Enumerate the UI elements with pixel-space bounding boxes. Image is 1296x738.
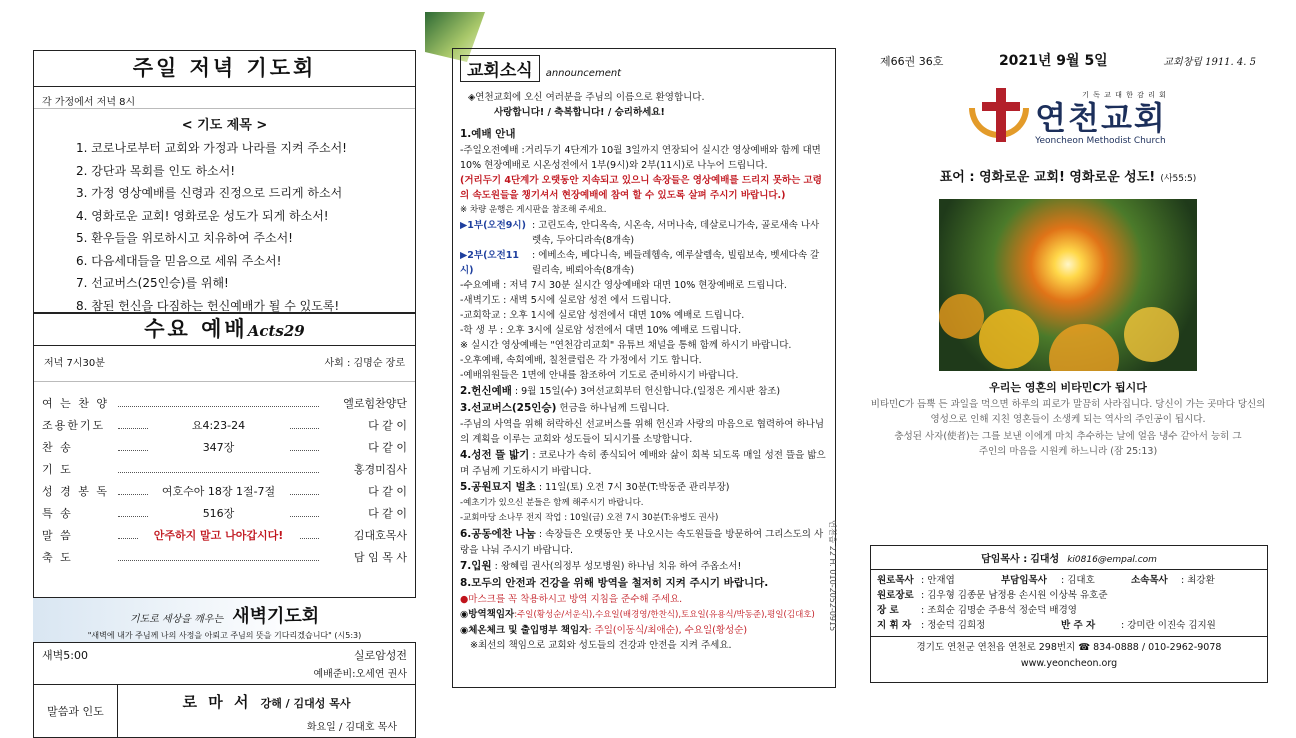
section-5c: -교회마당 소나무 전지 작업 : 10일(금) 오전 7시 30분(T:유병도 권사): [460, 513, 719, 523]
dawn-pre: 기도로 세상을 깨우는: [129, 614, 224, 625]
section-1j: -예배위원들은 1면에 안내를 참조하여 기도로 준비하시기 바랍니다.: [460, 370, 739, 381]
dawn-table: [33, 642, 416, 738]
cross-logo-icon: [969, 88, 1031, 148]
table-row: 특 송 516장 다 같 이: [42, 507, 407, 520]
church-name-en: Yeoncheon Methodist Church: [1035, 136, 1166, 146]
photo-caption: 우리는 영혼의 비타민C가 됩시다: [989, 381, 1147, 394]
issue-date: 2021년 9월 5일: [998, 53, 1108, 69]
senior-pastor: 김대성: [1030, 554, 1060, 565]
motto-ref: (사55:5): [1160, 174, 1197, 184]
section-4-text: : 코로나가 속히 종식되어 예배와 삶이 회복 되도록 매일 성전 뜰을 밟으며 주님께 기도하시기 바랍니다.: [460, 450, 826, 477]
table-row: 말 씀 안주하지 말고 나아갑시다! 김대호목사: [42, 529, 407, 542]
section-1g: -학 생 부 : 오후 3시에 실로암 성전에서 대면 10% 예배로 드립니다.: [460, 325, 742, 336]
section-8c-text: : 주일(이동식/최애순), 수요일(황성순): [588, 625, 748, 636]
dawn-prayer-box: [33, 598, 416, 738]
list-item: 6. 다음세대들을 믿음으로 세워 주소서!: [76, 253, 282, 268]
group-2-label: ▶2부(오전11시): [460, 250, 520, 276]
table-row: 지 휘 자 : 정순덕 김희정 반 주 자 : 강미란 이진숙 김지원: [877, 620, 1216, 631]
news-title-en: announcement: [545, 68, 622, 79]
wednesday-header: [34, 314, 415, 346]
section-1b: (거리두기 4단계가 오랫동안 지속되고 있으니 속장들은 영상예배를 드리지 못하는 고령의 속도원들을 챙기셔서 현장예배에 참여 할 수 있도록 살펴 주시기 바랍니다.): [460, 175, 822, 201]
section-8-title: 8.모두의 안전과 건강을 위해 방역을 철저히 지켜 주시기 바랍니다.: [460, 577, 769, 589]
senior-pastor-label: 담임목사 :: [981, 554, 1028, 565]
prayer-subtitle: 각 가정에서 저녁 8시: [34, 87, 415, 109]
section-3-title: 3.선교버스(25인승): [460, 402, 557, 414]
list-item: 5. 환우들을 위로하시고 치유하여 주소서!: [76, 231, 293, 245]
section-6-title: 6.공동에찬 나눔: [460, 528, 536, 540]
section-3-text: 헌금을 하나님께 드립니다.: [559, 403, 670, 414]
dawn-verse: "새벽에 내가 주님께 나의 사정을 아뢰고 주님의 뜻을 기다리겠습니다" (시5:3): [87, 631, 362, 640]
section-8d: ※최선의 책임으로 교회와 성도들의 건강과 안전을 지켜 주세요.: [470, 640, 732, 651]
dawn-header: [33, 598, 416, 642]
dawn-book-info: 강해 / 김대성 목사: [260, 697, 351, 710]
church-logo: [868, 88, 1268, 148]
cover-paragraph-2: 충성된 사자(使者)는 그를 보낸 이에게 마치 추수하는 날에 얼음 냉수 같아서 능히 그 주인의 마음을 시원케 하느니라 (잠 25:13): [894, 431, 1242, 457]
pastor-email: ki0816@empal.com: [1067, 555, 1157, 565]
church-name: 연천교회: [1035, 99, 1167, 137]
list-item: 3. 가정 영상예배를 신령과 진정으로 드리게 하소서: [76, 186, 343, 200]
staff-box: [870, 545, 1268, 683]
founded-date: 교회창립 1911. 4. 5: [1163, 57, 1256, 68]
section-1-title: 1.예배 안내: [460, 128, 516, 140]
section-8b-label: ◉방역책임자: [460, 609, 515, 620]
table-row: 여 는 찬 양 엘로힘찬양단: [42, 397, 407, 410]
dawn-title: 새벽기도회: [232, 606, 320, 627]
section-5-title: 5.공원묘지 벌초: [460, 481, 536, 493]
wednesday-title-en: Acts29: [247, 322, 305, 340]
church-address: 경기도 연천군 연천읍 연천로 298번지 ☎ 834-0888 / 010-2962-9078: [916, 642, 1222, 653]
dawn-prep: 예배준비:오세연 권사: [34, 663, 415, 685]
denomination: 기 독 교 대 한 감 리 회: [1082, 91, 1167, 99]
wednesday-host: 사회 : 김명순 장로: [324, 358, 405, 369]
section-1a: -주일오전예배 :거리두기 4단계가 10월 3일까지 연장되어 실시간 영상예배와 함께 대면 10% 현장예배로 시온성전에서 1부(9시)와 2부(11시)로 나누어 드립니다.: [460, 145, 821, 171]
section-1c: ※ 차량 운행은 게시판을 참조해 주세요.: [460, 205, 607, 215]
table-row: 원로장로 : 김우형 김종문 남정용 손시원 이상복 유호준: [877, 590, 1108, 601]
dawn-time: 새벽5:00: [42, 649, 88, 662]
volume-number: 제66권 36호: [880, 55, 944, 68]
list-item: 4. 영화로운 교회! 영화로운 성도가 되게 하소서!: [76, 208, 329, 223]
news-panel: [452, 48, 836, 688]
cover-paragraph-1: 비타민C가 듬뿍 든 과일을 먹으면 하루의 피로가 말끔히 사라집니다. 당신이 가는 곳마다 당신의 영성으로 인해 지친 영혼들이 소생케 되는 역사의 주인공이 됩시다.: [870, 399, 1266, 425]
prayer-meeting-box: [33, 50, 416, 313]
section-3b: -주님의 사역을 위해 허락하신 선교버스를 위해 헌신과 사랑의 마음으로 협력하여 하나님의 계획을 이루는 교회와 성도들이 되시기를 소망합니다.: [460, 419, 824, 445]
section-1e: -새벽기도 : 새벽 5시에 실로암 성전 에서 드립니다.: [460, 295, 672, 306]
section-5b: -예초기가 있으신 분들은 함께 해주시기 바랍니다.: [460, 498, 644, 508]
table-row: 조용한기도 요4:23-24 다 같 이: [42, 419, 407, 432]
welcome-text-2: 사랑합니다! / 축복합니다! / 승리하세요!: [494, 107, 665, 118]
table-row: 축 도 담 임 목 사: [42, 551, 407, 564]
prayer-list-title: < 기도 제목 >: [181, 118, 268, 133]
section-5-text: : 11일(토) 오전 7시 30분(T:박동준 관리부장): [538, 482, 730, 493]
wednesday-title: 수요 예배: [144, 317, 248, 341]
section-8c-label: ◉체온체크 및 출입명부 책임자: [460, 625, 589, 636]
section-1f: -교회학교 : 오후 1시에 실로암 성전에서 대면 10% 예배로 드립니다.: [460, 310, 745, 321]
dawn-book: 로 마 서: [182, 693, 252, 711]
news-title: 교회소식: [460, 55, 540, 82]
table-row: 원로목사 : 안재엽 부담임목사 : 김대호 소속목사 : 최강환: [877, 575, 1215, 586]
section-1i: -오후예배, 속회예배, 칠천클럽은 각 가정에서 기도 합니다.: [460, 355, 702, 366]
left-column: [33, 50, 416, 733]
wednesday-service-box: [33, 313, 416, 598]
wednesday-order: [34, 382, 415, 568]
side-stamp-text: 연천읍 22 H. 010-2052-0915: [828, 520, 837, 632]
cover-photo-fruit: [939, 199, 1197, 371]
section-1d: -수요예배 : 저녁 7시 30분 실시간 영상예배와 대면 10% 현장예배로 드립니다.: [460, 280, 787, 291]
dawn-place: 실로암성전: [353, 649, 407, 662]
section-7-title: 7.입원: [460, 560, 492, 572]
section-7-text: : 왕혜림 권사(의정부 성모병원) 하나님 치유 하여 주옵소서!: [494, 561, 742, 572]
cover-panel: [868, 40, 1268, 710]
list-item: 7. 선교버스(25인승)를 위해!: [76, 276, 229, 290]
group-2-text: : 에베소속, 베다니속, 베들레헴속, 예루살렘속, 빌립보속, 벳세다속 갈릴리속, 베뢰아속(8개속): [532, 250, 820, 276]
prayer-title: 주일 저녁 기도회: [34, 51, 415, 87]
dawn-label: 말씀과 인도: [34, 685, 118, 737]
section-6-text: : 속장들은 오랫동안 못 나오시는 속도원들을 방문하여 그리스도의 사랑을 나눠 주시기 바랍니다.: [460, 529, 824, 556]
wednesday-time: 저녁 7시30분: [44, 358, 105, 369]
section-8a: ●마스크를 꼭 착용하시고 방역 지침을 준수해 주세요.: [460, 594, 683, 605]
list-item: 1. 코로나로부터 교회와 가정과 나라를 지켜 주소서!: [76, 141, 347, 155]
list-item: 8. 참된 헌신을 다짐하는 헌신예배가 될 수 있도록!: [76, 298, 340, 313]
list-item: 2. 강단과 목회를 인도 하소서!: [76, 163, 236, 178]
section-8b-text: :주일(황성순/서운식),수요일(배경영/한찬식),토요일(유용식/박동준),평일(김대호): [514, 610, 815, 620]
prayer-list: [34, 139, 415, 314]
section-4-title: 4.성전 뜰 밟기: [460, 449, 530, 461]
section-2-title: 2.헌신예배: [460, 385, 512, 397]
group-1-text: : 고린도속, 안디옥속, 시온속, 서머나속, 데살로니가속, 골로새속 나사렛속, 두아디라속(8개속): [532, 220, 820, 246]
group-1-label: ▶1부(오전9시): [460, 220, 526, 231]
church-website: www.yeoncheon.org: [1020, 658, 1118, 669]
dawn-sub: 화요일 / 김대호 목사: [306, 722, 397, 733]
table-row: 기 도 홍경미집사: [42, 463, 407, 476]
welcome-text: ◈연천교회에 오신 여러분을 주님의 이름으로 환영합니다.: [468, 92, 705, 103]
table-row: 성 경 봉 독 여호수아 18장 1절-7절 다 같 이: [42, 485, 407, 498]
table-row: 장 로 : 조희순 김명순 주용석 정순덕 배경영: [877, 605, 1077, 616]
section-1h: ※ 실시간 영상예배는 "연천감리교회" 유튜브 채널을 통해 함께 하시기 바랍니다.: [460, 340, 792, 351]
section-2-text: : 9월 15일(수) 3여선교회부터 헌신합니다.(일정은 게시판 참조): [514, 386, 781, 397]
motto: 표어 : 영화로운 교회! 영화로운 성도!: [939, 170, 1156, 185]
table-row: 찬 송 347장 다 같 이: [42, 441, 407, 454]
